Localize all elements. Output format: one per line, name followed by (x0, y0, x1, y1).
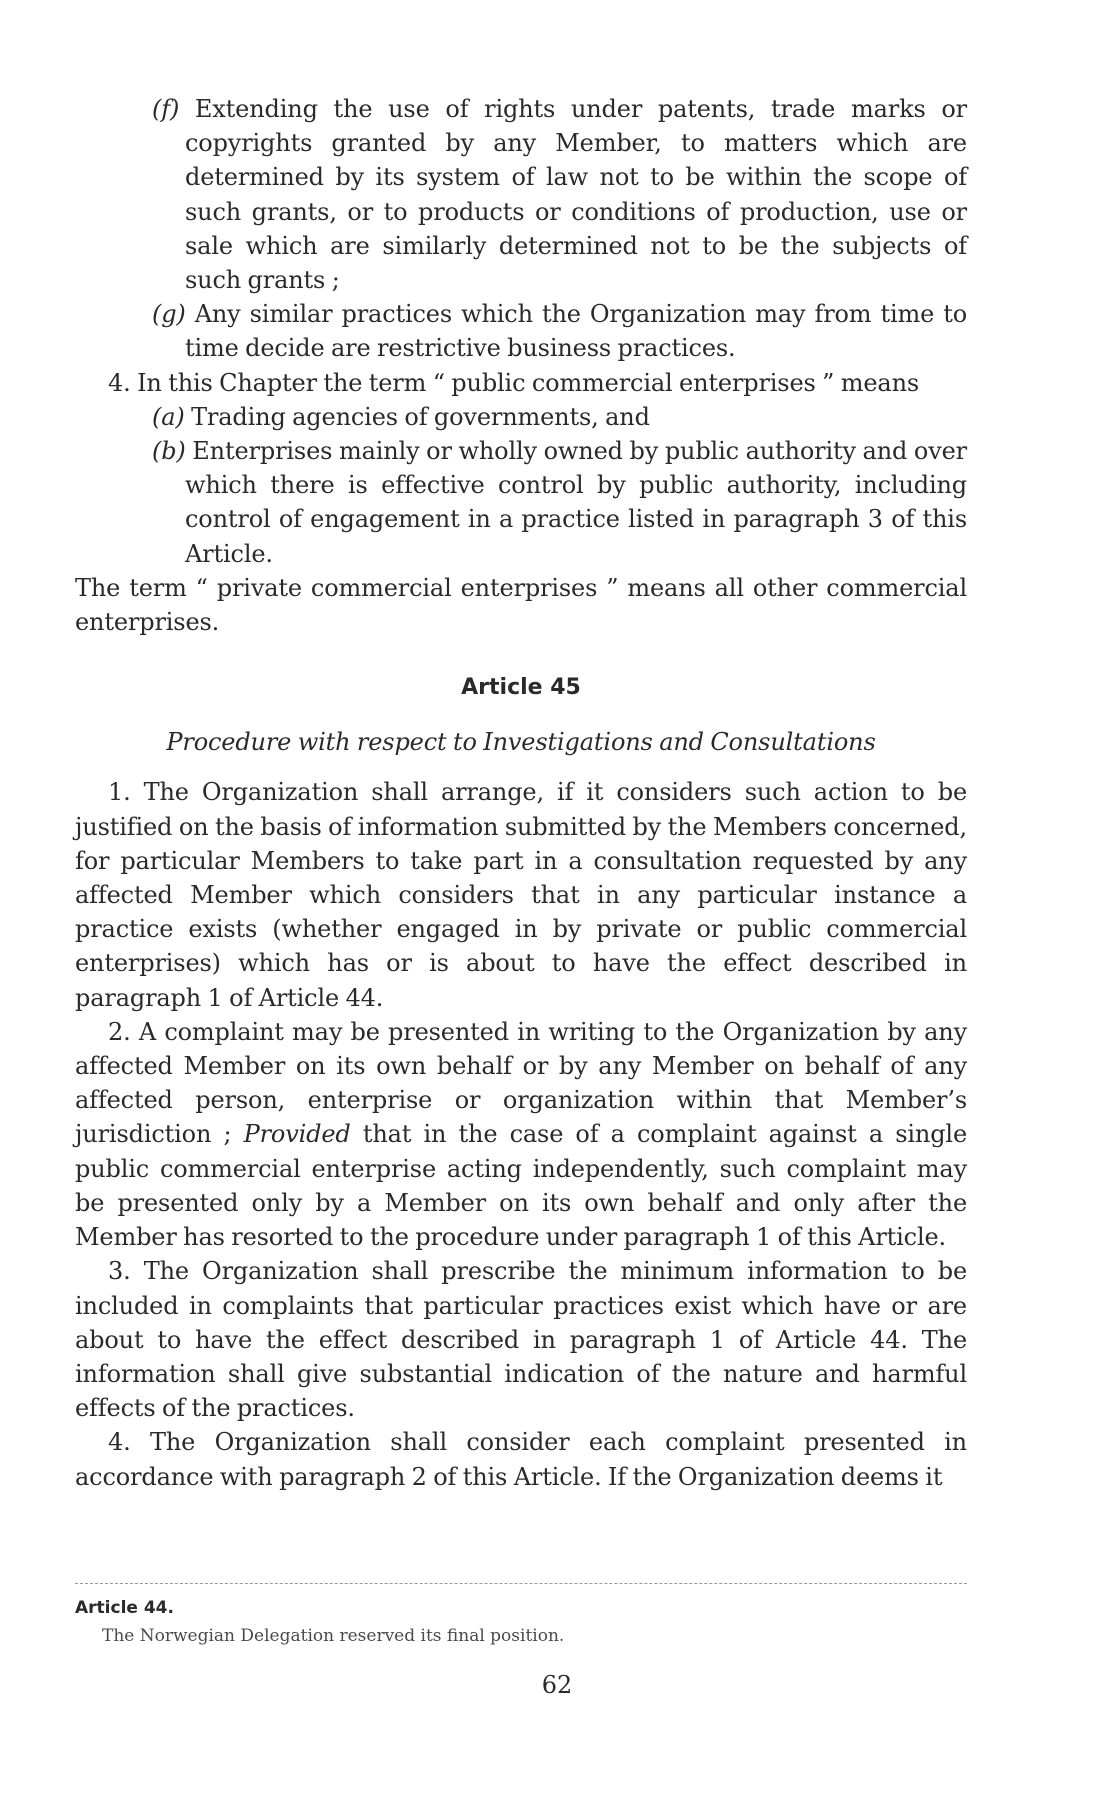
item-a-marker: (a) (152, 402, 185, 431)
page-number: 62 (541, 1671, 573, 1699)
item-g-text: Any similar practices which the Organization may from time to time decide are restrictive business practices. (185, 300, 967, 363)
paragraph-4-definition: 4. In this Chapter the term “ public commercial enterprises ” means (108, 368, 920, 397)
article-paragraph-3: 3. The Organization shall prescribe the minimum information to be included in complaints that particular practices exist which have or are about to have the effect described in paragraph 1 of Article 44. The information shall give substantial indication of the nature and harmful effects of the practices. (75, 1257, 967, 1423)
item-b-marker: (b) (152, 437, 186, 466)
article-paragraph-2-proviso: Provided (243, 1120, 351, 1149)
item-f-marker: (f) (152, 95, 180, 123)
item-f (75, 92, 967, 297)
footnote-text: The Norwegian Delegation reserved its final position. (102, 1626, 565, 1646)
item-b (75, 434, 967, 571)
article-title: Article 45 (461, 675, 581, 701)
private-enterprises-definition: The term “ private commercial enterprises ” means all other commercial enterprises. (75, 573, 967, 637)
item-a-text: Trading agencies of governments, and (184, 402, 650, 431)
article-paragraph-2-lead: 2. A complaint may be presented in writing to the Organization by any affected Member on its own behalf or by any Member on behalf of any affected person, enterprise or organization within that Member’s jurisdiction ; (75, 1017, 967, 1149)
page-body (75, 92, 967, 1494)
article-paragraph-2 (75, 1015, 967, 1254)
item-b-text: Enterprises mainly or wholly owned by public authority and over which there is effective control by public authority, including control of engagement in a practice listed in paragraph 3 of this Article. (185, 437, 967, 568)
footnote-title: Article 44. (75, 1598, 174, 1618)
item-a (75, 400, 967, 434)
article-paragraph-1: 1. The Organization shall arrange, if it considers such action to be justified on the basis of information submitted by the Members concerned, for particular Members to take part in a consultation requested by any affected Member which considers that in any particular instance a practice exists (whether engaged in by private or public commercial enterprises) which has or is about to have the effect described in paragraph 1 of Article 44. (75, 778, 967, 1012)
article-paragraph-4: 4. The Organization shall consider each complaint presented in accordance with paragraph 2 of this Article. If the Organization deems it (75, 1428, 967, 1491)
item-f-text: Extending the use of rights under patents, trade marks or copyrights granted by any Member, to matters which are determined by its system of law not to be within the scope of such grants, or to products or conditions of production, use or sale which are similarly determined not to be the subjects of such grants ; (179, 95, 967, 295)
article-paragraph-2-rest: that in the case of a complaint against a single public commercial enterprise acting independently, such complaint may be presented only by a Member on its own behalf and only after the Member has resorted to the procedure under paragraph 1 of this Article. (75, 1120, 967, 1252)
item-g (75, 297, 967, 365)
item-g-marker: (g) (152, 300, 186, 329)
footnote-divider (75, 1583, 967, 1584)
article-subtitle: Procedure with respect to Investigations and Consultations (166, 728, 876, 757)
